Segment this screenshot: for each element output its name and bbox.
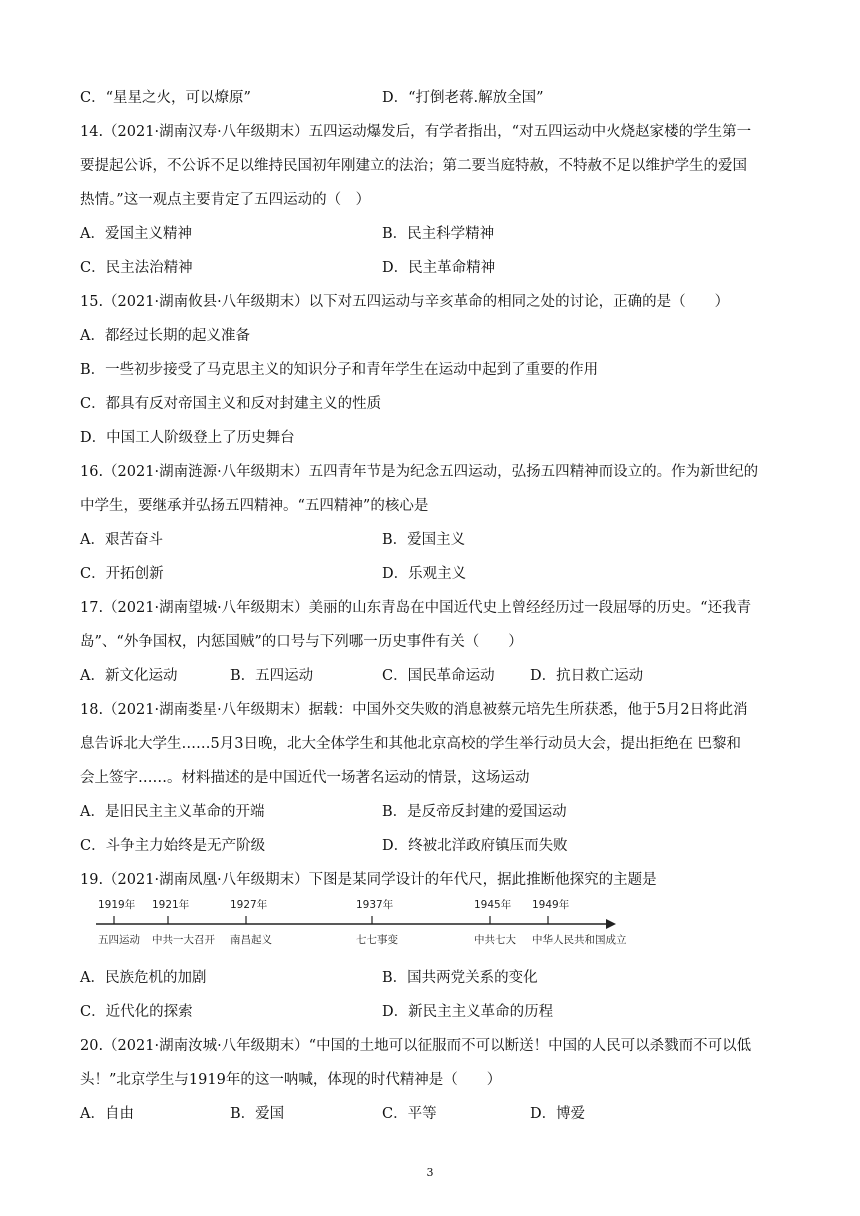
q16-option-b: B．爱国主义 bbox=[382, 532, 466, 548]
q19-stem-line-1: 19.（2021·湖南凤凰·八年级期末）下图是某同学设计的年代尺，据此推断他探究的主题是 bbox=[80, 872, 657, 888]
q16-stem-line-2: 中学生，要继承并弘扬五四精神。“五四精神”的核心是 bbox=[80, 498, 429, 514]
q15-option-c: C．都具有反对帝国主义和反对封建主义的性质 bbox=[80, 396, 382, 412]
timeline-event: 五四运动 bbox=[98, 934, 140, 946]
q17-stem-line-2: 岛”、“外争国权，内惩国贼”的口号与下列哪一历史事件有关（ ） bbox=[80, 634, 523, 650]
timeline-event: 中华人民共和国成立 bbox=[532, 934, 627, 946]
q14-stem-line-1: 14.（2021·湖南汉寿·八年级期末）五四运动爆发后，有学者指出，“对五四运动中火烧赵家楼的学生第一 bbox=[80, 124, 752, 140]
q14-stem-line-3: 热情。”这一观点主要肯定了五四运动的（ ） bbox=[80, 192, 371, 208]
q17-option-d: D．抗日救亡运动 bbox=[530, 668, 644, 684]
q14-option-b: B．民主科学精神 bbox=[382, 226, 495, 242]
timeline-year: 1927年 bbox=[230, 899, 268, 911]
q19-option-a: A．民族危机的加剧 bbox=[80, 970, 207, 986]
q20-option-d: D．博爱 bbox=[530, 1106, 586, 1122]
q14-stem-line-2: 要提起公诉，不公诉不足以维持民国初年刚建立的法治；第二要当庭特赦，不特赦不足以维护学生的爱国 bbox=[80, 158, 747, 174]
q20-option-b: B．爱国 bbox=[230, 1106, 285, 1122]
page-number: 3 bbox=[426, 1166, 434, 1179]
q15-option-d: D．中国工人阶级登上了历史舞台 bbox=[80, 430, 295, 446]
q14-option-a: A．爱国主义精神 bbox=[80, 226, 192, 242]
q13-option-c: C．“星星之火，可以燎原” bbox=[80, 90, 251, 106]
q19-option-c: C．近代化的探索 bbox=[80, 1004, 193, 1020]
timeline-year: 1921年 bbox=[152, 899, 190, 911]
timeline-arrow bbox=[606, 919, 616, 929]
q18-option-d: D．终被北洋政府镇压而失败 bbox=[382, 838, 568, 854]
q17-option-a: A．新文化运动 bbox=[80, 668, 178, 684]
q18-stem-line-2: 息告诉北大学生……5月3日晚，北大全体学生和其他北京高校的学生举行动员大会，提出拒绝在 巴黎和 bbox=[80, 736, 742, 752]
q19-option-b: B．国共两党关系的变化 bbox=[382, 970, 538, 986]
q16-option-c: C．开拓创新 bbox=[80, 566, 164, 582]
q15-option-a: A．都经过长期的起义准备 bbox=[80, 328, 250, 344]
q16-option-a: A．艰苦奋斗 bbox=[80, 532, 163, 548]
q15-stem-line-1: 15.（2021·湖南攸县·八年级期末）以下对五四运动与辛亥革命的相同之处的讨论，正确的是（ ） bbox=[80, 294, 730, 310]
q20-option-c: C．平等 bbox=[382, 1106, 437, 1122]
q18-option-b: B．是反帝反封建的爱国运动 bbox=[382, 804, 567, 820]
q18-option-a: A．是旧民主主义革命的开端 bbox=[80, 804, 265, 820]
timeline-year: 1919年 bbox=[98, 899, 136, 911]
timeline-year: 1949年 bbox=[532, 899, 570, 911]
timeline-year: 1937年 bbox=[356, 899, 394, 911]
q16-stem-line-1: 16.（2021·湖南涟源·八年级期末）五四青年节是为纪念五四运动，弘扬五四精神而设立的。作为新世纪的 bbox=[80, 464, 759, 480]
timeline-year: 1945年 bbox=[474, 899, 512, 911]
q16-option-d: D．乐观主义 bbox=[382, 566, 467, 582]
q17-stem-line-1: 17.（2021·湖南望城·八年级期末）美丽的山东青岛在中国近代史上曾经经历过一段屈辱的历史。“还我青 bbox=[80, 600, 752, 616]
q15-option-b: B．一些初步接受了马克思主义的知识分子和青年学生在运动中起到了重要的作用 bbox=[80, 362, 599, 378]
q17-option-b: B．五四运动 bbox=[230, 668, 314, 684]
q18-option-c: C．斗争主力始终是无产阶级 bbox=[80, 838, 266, 854]
q14-option-c: C．民主法治精神 bbox=[80, 260, 193, 276]
q20-option-a: A．自由 bbox=[80, 1106, 134, 1122]
timeline-event: 中共一大召开 bbox=[152, 934, 215, 946]
q18-stem-line-3: 会上签字……。材料描述的是中国近代一场著名运动的情景，这场运动 bbox=[80, 770, 530, 786]
q18-stem-line-1: 18.（2021·湖南娄星·八年级期末）据载：中国外交失败的消息被蔡元培先生所获悉，他于5月2日将此消 bbox=[80, 702, 748, 718]
q14-option-d: D．民主革命精神 bbox=[382, 260, 496, 276]
q19-option-d: D．新民主主义革命的历程 bbox=[382, 1004, 554, 1020]
q17-option-c: C．国民革命运动 bbox=[382, 668, 495, 684]
timeline-event: 南昌起义 bbox=[230, 934, 272, 946]
q20-stem-line-1: 20.（2021·湖南汝城·八年级期末）“中国的土地可以征服而不可以断送！中国的人民可以杀戮而不可以低 bbox=[80, 1038, 752, 1054]
q13-option-d: D．“打倒老蒋.解放全国” bbox=[382, 90, 544, 106]
timeline-figure bbox=[96, 896, 627, 956]
timeline-event: 七七事变 bbox=[356, 934, 398, 946]
timeline-event: 中共七大 bbox=[474, 934, 516, 946]
q20-stem-line-2: 头！”北京学生与1919年的这一呐喊，体现的时代精神是（ ） bbox=[80, 1072, 502, 1088]
